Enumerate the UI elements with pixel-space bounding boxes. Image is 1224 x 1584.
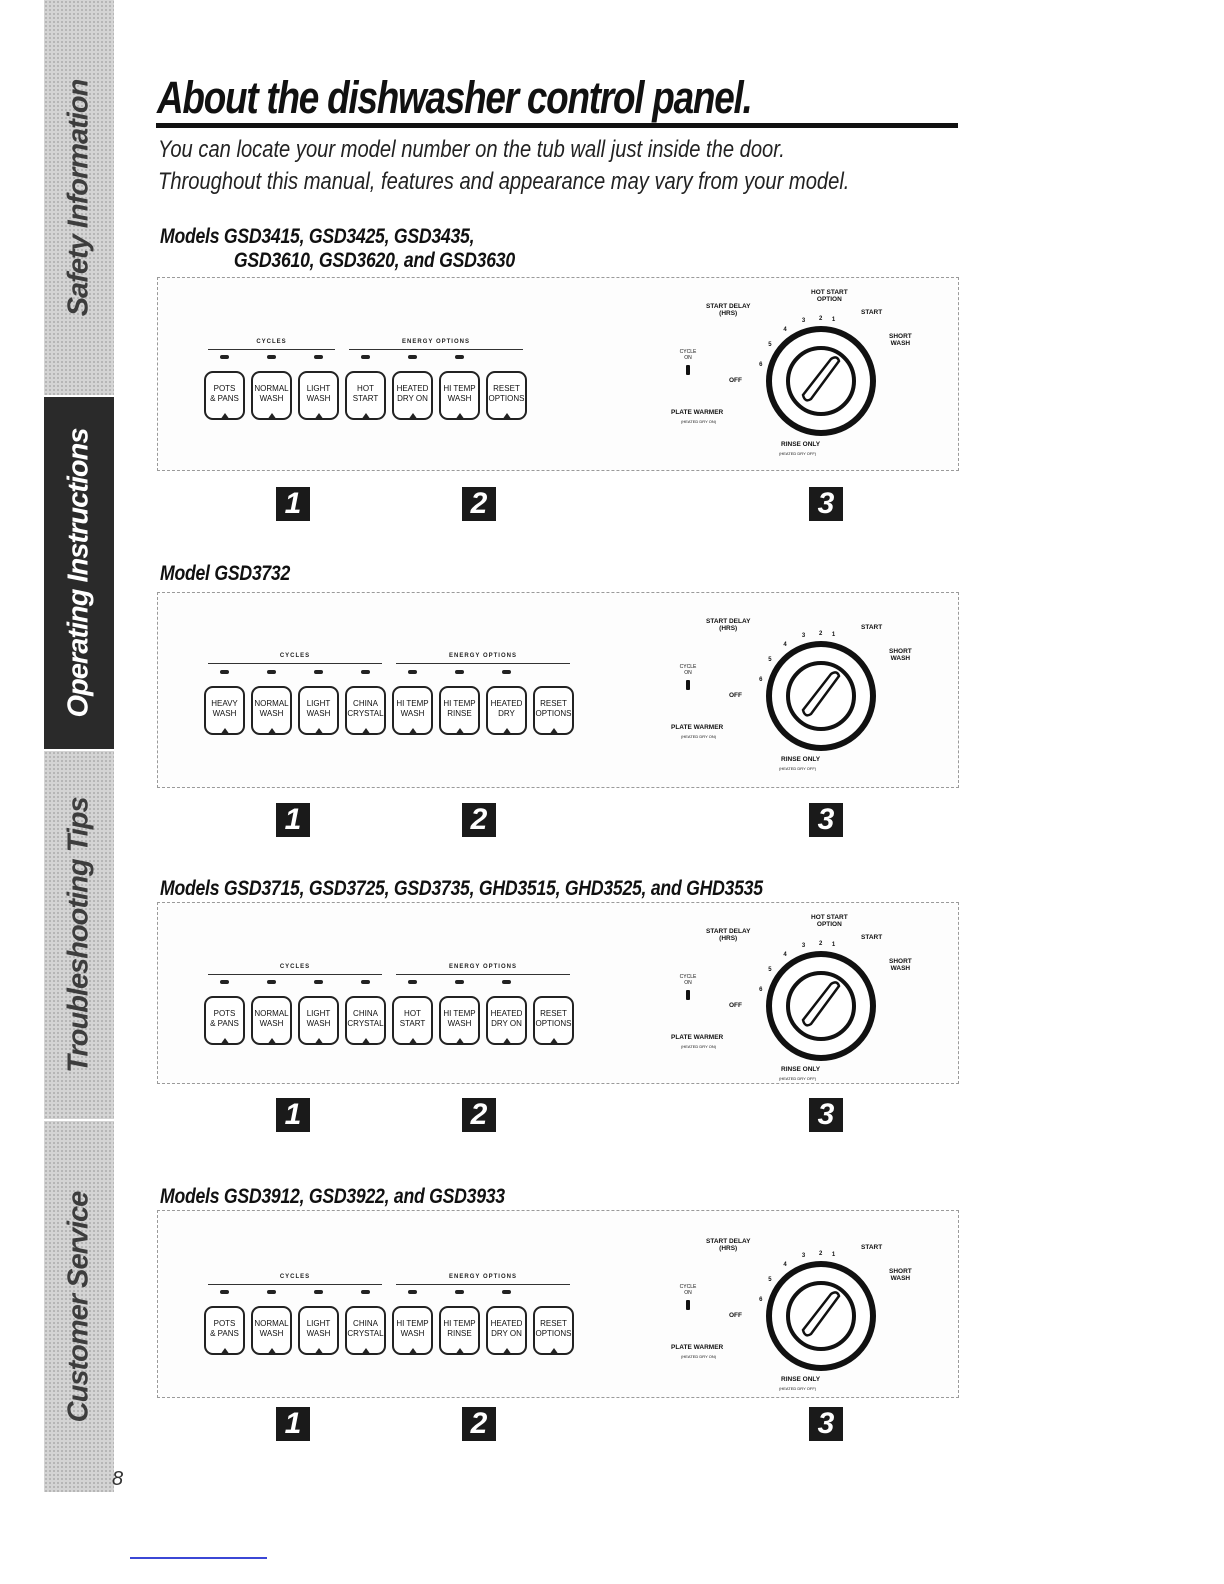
dial-number: 6 xyxy=(759,362,763,368)
button-label: NORMAL WASH xyxy=(254,384,289,403)
tab-safety-information[interactable] xyxy=(44,0,114,397)
hot-start-button[interactable] xyxy=(345,371,386,420)
hot-start-option-label: HOT START OPTION xyxy=(811,289,848,303)
touch-arrow-icon xyxy=(455,1038,465,1045)
callout-badge-3: 3 xyxy=(809,1098,843,1132)
indicator-light xyxy=(267,980,276,984)
callout-badge-2: 2 xyxy=(462,1407,496,1441)
plate-warmer-sublabel: (HEATED DRY ON) xyxy=(681,419,717,424)
start-delay-label: START DELAY (HRS) xyxy=(706,618,751,632)
cycle-selector-dial[interactable] xyxy=(765,640,877,752)
start-label: START xyxy=(861,934,883,941)
cycle-on-label: CYCLE ON xyxy=(679,349,697,361)
callout-badge-2: 2 xyxy=(462,803,496,837)
button-label: LIGHT WASH xyxy=(306,699,331,718)
reset-options-button[interactable] xyxy=(533,996,574,1045)
touch-arrow-icon xyxy=(267,1038,277,1045)
cycles-label: CYCLES xyxy=(256,339,287,345)
callout-badge-3: 3 xyxy=(809,1407,843,1441)
off-label: OFF xyxy=(729,377,742,384)
energy-options-label: ENERGY OPTIONS xyxy=(449,1274,517,1280)
button-label: HEATED DRY ON xyxy=(490,1009,523,1028)
button-label: HI TEMP WASH xyxy=(443,1009,476,1028)
callout-badge-1: 1 xyxy=(276,1098,310,1132)
pots-pans-button[interactable] xyxy=(204,371,245,420)
normal-wash-button[interactable] xyxy=(251,371,292,420)
heated-dry-button[interactable] xyxy=(486,686,527,735)
tab-customer-service[interactable] xyxy=(44,1121,114,1494)
cycle-on-light xyxy=(686,1300,690,1310)
touch-arrow-icon xyxy=(455,728,465,735)
button-label: NORMAL WASH xyxy=(254,699,289,718)
indicator-light xyxy=(267,670,276,674)
footer-rule xyxy=(130,1557,267,1559)
touch-arrow-icon xyxy=(314,728,324,735)
indicator-light xyxy=(314,1290,323,1294)
indicator-light xyxy=(455,1290,464,1294)
dial-knob[interactable] xyxy=(788,663,854,729)
dial-number: 6 xyxy=(759,677,763,683)
button-label: NORMAL WASH xyxy=(254,1319,289,1338)
rinse-only-sublabel: (HEATED DRY OFF) xyxy=(779,766,817,771)
cycle-selector-dial[interactable] xyxy=(765,325,877,437)
light-wash-button[interactable] xyxy=(298,686,339,735)
button-label: POTS & PANS xyxy=(210,1319,239,1338)
start-label: START xyxy=(861,309,883,316)
hi-temp-wash-button[interactable] xyxy=(439,371,480,420)
rinse-only-sublabel: (HEATED DRY OFF) xyxy=(779,1386,817,1391)
button-label: LIGHT WASH xyxy=(306,1009,331,1028)
touch-arrow-icon xyxy=(408,1348,418,1355)
light-wash-button[interactable] xyxy=(298,371,339,420)
plate-warmer-sublabel: (HEATED DRY ON) xyxy=(681,1044,717,1049)
heated-dry-on-button[interactable] xyxy=(486,996,527,1045)
dial-number: 2 xyxy=(819,1251,823,1257)
dial-knob[interactable] xyxy=(788,973,854,1039)
reset-options-button[interactable] xyxy=(533,1306,574,1355)
hi-temp-rinse-button[interactable] xyxy=(439,1306,480,1355)
energy-options-rule xyxy=(396,1284,570,1285)
button-label: RESET OPTIONS xyxy=(535,1319,572,1338)
reset-options-button[interactable] xyxy=(486,371,527,420)
indicator-light xyxy=(361,980,370,984)
control-panel xyxy=(157,592,959,788)
cycle-on-light xyxy=(686,990,690,1000)
normal-wash-button[interactable] xyxy=(251,686,292,735)
indicator-light xyxy=(408,1290,417,1294)
hi-temp-rinse-button[interactable] xyxy=(439,686,480,735)
touch-arrow-icon xyxy=(549,1348,559,1355)
rinse-only-label: RINSE ONLY xyxy=(781,756,821,763)
callout-badge-2: 2 xyxy=(462,1098,496,1132)
section-title-line: Models GSD3715, GSD3725, GSD3735, GHD3515, GHD3525, and GHD3535 xyxy=(160,877,763,900)
button-label: HEAVY WASH xyxy=(211,699,238,718)
cycles-rule xyxy=(208,1284,382,1285)
rinse-only-label: RINSE ONLY xyxy=(781,1376,821,1383)
dial-number: 2 xyxy=(819,316,823,322)
dial-number: 1 xyxy=(831,632,836,639)
energy-options-rule xyxy=(349,349,523,350)
touch-arrow-icon xyxy=(502,1348,512,1355)
button-label: HI TEMP RINSE xyxy=(443,1319,476,1338)
hot-start-button[interactable] xyxy=(392,996,433,1045)
dial-number: 4 xyxy=(783,952,787,959)
rinse-only-sublabel: (HEATED DRY OFF) xyxy=(779,451,817,456)
cycle-selector-dial[interactable] xyxy=(765,1260,877,1372)
plate-warmer-label: PLATE WARMER xyxy=(671,409,724,416)
dial-number: 3 xyxy=(801,633,806,640)
dial-number: 2 xyxy=(819,631,823,637)
button-label: HEATED DRY xyxy=(490,699,523,718)
start-delay-label: START DELAY (HRS) xyxy=(706,1238,751,1252)
button-label: CHINA CRYSTAL xyxy=(347,699,384,718)
plate-warmer-label: PLATE WARMER xyxy=(671,1344,724,1351)
hi-temp-wash-button[interactable] xyxy=(392,1306,433,1355)
dial-knob[interactable] xyxy=(788,1283,854,1349)
touch-arrow-icon xyxy=(549,1038,559,1045)
callout-badge-3: 3 xyxy=(809,803,843,837)
button-label: HEATED DRY ON xyxy=(490,1319,523,1338)
indicator-light xyxy=(220,355,229,359)
cycle-selector-dial[interactable] xyxy=(765,950,877,1062)
indicator-light xyxy=(455,355,464,359)
button-label: HI TEMP RINSE xyxy=(443,699,476,718)
dial-number: 4 xyxy=(783,327,787,334)
off-label: OFF xyxy=(729,1002,742,1009)
dial-number: 5 xyxy=(768,657,772,664)
cycle-on-label: CYCLE ON xyxy=(679,664,697,676)
heated-dry-on-button[interactable] xyxy=(392,371,433,420)
tab-label: Operating Instructions xyxy=(62,428,95,718)
page-title: About the dishwasher control panel. xyxy=(157,72,752,123)
touch-arrow-icon xyxy=(408,413,418,420)
button-label: HI TEMP WASH xyxy=(396,699,429,718)
cycles-label: CYCLES xyxy=(279,1274,311,1280)
hi-temp-wash-button[interactable] xyxy=(439,996,480,1045)
indicator-light xyxy=(314,670,323,674)
button-label: RESET OPTIONS xyxy=(488,384,525,403)
button-label: RESET OPTIONS xyxy=(535,1009,572,1028)
off-label: OFF xyxy=(729,692,742,699)
short-wash-label: SHORT WASH xyxy=(889,333,912,347)
section-title-line: Model GSD3732 xyxy=(160,562,291,585)
touch-arrow-icon xyxy=(361,1038,371,1045)
sidebar xyxy=(44,0,114,1492)
button-label: CHINA CRYSTAL xyxy=(347,1319,384,1338)
touch-arrow-icon xyxy=(314,1348,324,1355)
normal-wash-button[interactable] xyxy=(251,1306,292,1355)
dial-number: 3 xyxy=(801,943,806,950)
control-panel xyxy=(157,1210,959,1398)
hi-temp-wash-button[interactable] xyxy=(392,686,433,735)
hot-start-option-label: HOT START OPTION xyxy=(811,914,848,928)
cycle-on-light xyxy=(686,365,690,375)
tab-label: Customer Service xyxy=(62,1191,95,1422)
cycle-on-label: CYCLE ON xyxy=(679,974,697,986)
indicator-light xyxy=(502,670,511,674)
section-title-line: Models GSD3912, GSD3922, and GSD3933 xyxy=(160,1185,505,1208)
callout-badge-1: 1 xyxy=(276,487,310,521)
indicator-light xyxy=(408,670,417,674)
button-label: HI TEMP WASH xyxy=(443,384,476,403)
plate-warmer-label: PLATE WARMER xyxy=(671,724,724,731)
touch-arrow-icon xyxy=(314,413,324,420)
energy-options-label: ENERGY OPTIONS xyxy=(449,964,517,970)
energy-options-rule xyxy=(396,974,570,975)
dial-number: 3 xyxy=(801,318,806,325)
rinse-only-label: RINSE ONLY xyxy=(781,441,821,448)
touch-arrow-icon xyxy=(408,728,418,735)
indicator-light xyxy=(455,670,464,674)
dial-number: 4 xyxy=(783,1262,787,1269)
indicator-light xyxy=(361,670,370,674)
touch-arrow-icon xyxy=(502,728,512,735)
touch-arrow-icon xyxy=(314,1038,324,1045)
touch-arrow-icon xyxy=(502,413,512,420)
touch-arrow-icon xyxy=(220,1038,230,1045)
title-rule xyxy=(156,123,958,128)
cycle-on-label: CYCLE ON xyxy=(679,1284,697,1296)
normal-wash-button[interactable] xyxy=(251,996,292,1045)
callout-badge-1: 1 xyxy=(276,1407,310,1441)
reset-options-button[interactable] xyxy=(533,686,574,735)
callout-badge-3: 3 xyxy=(809,487,843,521)
dial-number: 3 xyxy=(801,1253,806,1260)
button-label: CHINA CRYSTAL xyxy=(347,1009,384,1028)
energy-options-label: ENERGY OPTIONS xyxy=(402,339,470,345)
heated-dry-on-button[interactable] xyxy=(486,1306,527,1355)
button-label: HEATED DRY ON xyxy=(396,384,429,403)
indicator-light xyxy=(455,980,464,984)
button-label: POTS & PANS xyxy=(210,384,239,403)
indicator-light xyxy=(502,980,511,984)
plate-warmer-label: PLATE WARMER xyxy=(671,1034,724,1041)
heavy-wash-button[interactable] xyxy=(204,686,245,735)
cycles-label: CYCLES xyxy=(279,964,311,970)
touch-arrow-icon xyxy=(361,1348,371,1355)
china-crystal-button[interactable] xyxy=(345,686,386,735)
touch-arrow-icon xyxy=(502,1038,512,1045)
dial-number: 6 xyxy=(759,987,763,993)
control-panel xyxy=(157,902,959,1084)
dial-number: 4 xyxy=(783,642,787,649)
button-label: NORMAL WASH xyxy=(254,1009,289,1028)
short-wash-label: SHORT WASH xyxy=(889,958,912,972)
indicator-light xyxy=(408,980,417,984)
plate-warmer-sublabel: (HEATED DRY ON) xyxy=(681,734,717,739)
dial-number: 1 xyxy=(831,317,836,324)
energy-options-label: ENERGY OPTIONS xyxy=(449,653,517,659)
dial-number: 2 xyxy=(819,941,823,947)
light-wash-button[interactable] xyxy=(298,1306,339,1355)
cycles-rule xyxy=(208,974,382,975)
indicator-light xyxy=(361,355,370,359)
touch-arrow-icon xyxy=(220,413,230,420)
tab-label: Troubleshooting Tips xyxy=(62,797,95,1073)
rinse-only-label: RINSE ONLY xyxy=(781,1066,821,1073)
cycles-rule xyxy=(208,663,382,664)
indicator-light xyxy=(220,1290,229,1294)
indicator-light xyxy=(502,1290,511,1294)
start-label: START xyxy=(861,1244,883,1251)
callout-badge-1: 1 xyxy=(276,803,310,837)
touch-arrow-icon xyxy=(267,413,277,420)
section-title-line: GSD3610, GSD3620, and GSD3630 xyxy=(233,249,515,272)
page-number: 8 xyxy=(112,1468,124,1490)
tab-label: Safety Information xyxy=(62,79,95,316)
rinse-only-sublabel: (HEATED DRY OFF) xyxy=(779,1076,817,1081)
intro-line: Throughout this manual, features and appearance may vary from your model. xyxy=(158,168,850,195)
callout-badge-2: 2 xyxy=(462,487,496,521)
dial-number: 5 xyxy=(768,967,772,974)
button-label: LIGHT WASH xyxy=(306,384,331,403)
dial-knob[interactable] xyxy=(788,348,854,414)
off-label: OFF xyxy=(729,1312,742,1319)
tab-troubleshooting-tips[interactable] xyxy=(44,751,114,1121)
tab-operating-instructions[interactable] xyxy=(44,397,114,751)
china-crystal-button[interactable] xyxy=(345,996,386,1045)
touch-arrow-icon xyxy=(267,1348,277,1355)
cycles-rule xyxy=(208,349,335,350)
touch-arrow-icon xyxy=(361,413,371,420)
indicator-light xyxy=(314,980,323,984)
short-wash-label: SHORT WASH xyxy=(889,648,912,662)
dial-number: 1 xyxy=(831,942,836,949)
energy-options-rule xyxy=(396,663,570,664)
china-crystal-button[interactable] xyxy=(345,1306,386,1355)
dial-number: 5 xyxy=(768,1277,772,1284)
indicator-light xyxy=(267,355,276,359)
touch-arrow-icon xyxy=(408,1038,418,1045)
dial-number: 1 xyxy=(831,1252,836,1259)
section-title xyxy=(160,877,763,901)
dial-number: 6 xyxy=(759,1297,763,1303)
plate-warmer-sublabel: (HEATED DRY ON) xyxy=(681,1354,717,1359)
section-title xyxy=(160,225,515,273)
intro-text xyxy=(158,134,914,198)
dial-number: 5 xyxy=(768,342,772,349)
touch-arrow-icon xyxy=(220,1348,230,1355)
control-panel xyxy=(157,277,959,471)
indicator-light xyxy=(314,355,323,359)
touch-arrow-icon xyxy=(361,728,371,735)
indicator-light xyxy=(220,980,229,984)
touch-arrow-icon xyxy=(267,728,277,735)
button-label: HOT START xyxy=(399,1009,426,1028)
section-title-line: Models GSD3415, GSD3425, GSD3435, xyxy=(160,225,475,248)
cycles-label: CYCLES xyxy=(279,653,311,659)
indicator-light xyxy=(361,1290,370,1294)
section-title xyxy=(160,562,290,586)
button-label: POTS & PANS xyxy=(210,1009,239,1028)
button-label: RESET OPTIONS xyxy=(535,699,572,718)
start-delay-label: START DELAY (HRS) xyxy=(706,928,751,942)
pots-pans-button[interactable] xyxy=(204,996,245,1045)
pots-pans-button[interactable] xyxy=(204,1306,245,1355)
button-label: LIGHT WASH xyxy=(306,1319,331,1338)
section-title xyxy=(160,1185,505,1209)
touch-arrow-icon xyxy=(220,728,230,735)
indicator-light xyxy=(267,1290,276,1294)
touch-arrow-icon xyxy=(549,728,559,735)
intro-line: You can locate your model number on the tub wall just inside the door. xyxy=(158,136,785,163)
indicator-light xyxy=(220,670,229,674)
touch-arrow-icon xyxy=(455,413,465,420)
light-wash-button[interactable] xyxy=(298,996,339,1045)
indicator-light xyxy=(408,355,417,359)
touch-arrow-icon xyxy=(455,1348,465,1355)
short-wash-label: SHORT WASH xyxy=(889,1268,912,1282)
cycle-on-light xyxy=(686,680,690,690)
button-label: HOT START xyxy=(352,384,379,403)
start-delay-label: START DELAY (HRS) xyxy=(706,303,751,317)
button-label: HI TEMP WASH xyxy=(396,1319,429,1338)
start-label: START xyxy=(861,624,883,631)
